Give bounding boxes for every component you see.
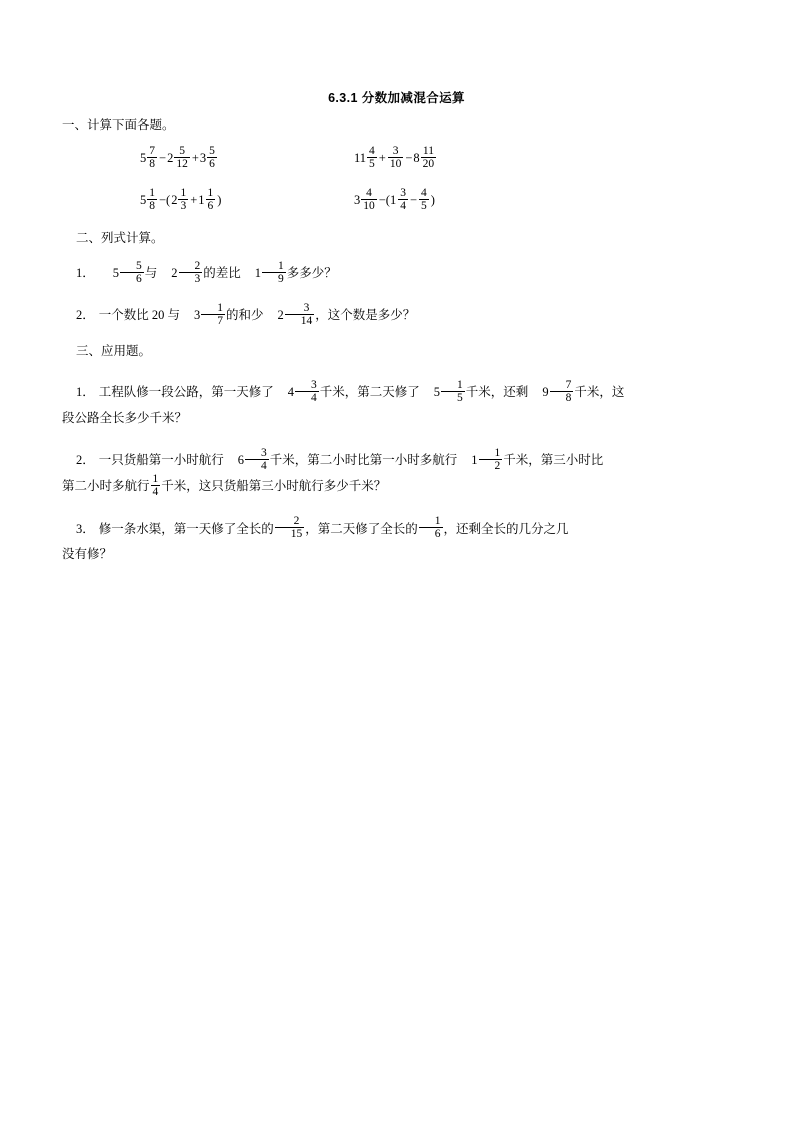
fraction-numerator: 5: [120, 260, 144, 273]
fraction: [206, 187, 216, 212]
fraction-numerator: 1: [479, 447, 503, 460]
fraction-denominator: 4: [261, 459, 267, 472]
section-3-item-3-continuation: 没有修？: [62, 546, 113, 561]
fraction-denominator: 4: [400, 199, 406, 212]
fraction-denominator: 3: [180, 199, 187, 212]
fraction: [398, 187, 408, 212]
expression-2: [354, 145, 437, 170]
fraction-numerator: 1: [441, 379, 465, 392]
mixed-number-whole: 5: [433, 385, 441, 400]
mixed-number: [413, 145, 437, 170]
fraction: [361, 187, 377, 212]
operator: −(1: [378, 192, 397, 207]
fraction-denominator: 5: [457, 392, 463, 405]
operator: −: [409, 192, 418, 207]
section-2-heading: 二、列式计算。: [76, 230, 164, 245]
operator: +: [378, 150, 386, 165]
fraction-numerator: 4: [369, 144, 375, 157]
text-run: 多多少？: [286, 265, 337, 280]
fraction-denominator: 2: [494, 459, 501, 472]
fraction-denominator: 6: [207, 199, 214, 212]
mixed-number-whole: 2: [171, 265, 178, 280]
mixed-number: [157, 260, 203, 286]
text-run: ，这个数是多少？: [315, 308, 416, 323]
mixed-number: [264, 302, 316, 328]
section-3-item-2: [62, 447, 731, 473]
fraction: [151, 473, 161, 498]
page-title: 6.3.1 分数加减混合运算: [328, 91, 465, 105]
fraction-numerator: 1: [180, 186, 187, 199]
mixed-number-whole: 9: [542, 385, 549, 400]
fraction-denominator: 10: [389, 157, 402, 170]
mixed-number: [274, 379, 320, 405]
mixed-number: [167, 145, 191, 170]
fraction-denominator: 7: [217, 315, 224, 328]
mixed-number: [457, 447, 503, 473]
operator: +: [191, 150, 199, 165]
fraction-numerator: 2: [179, 260, 203, 273]
fraction: [388, 145, 404, 170]
text-run: 的差比: [203, 265, 241, 280]
fraction-denominator: 6: [136, 272, 142, 285]
operator: −: [159, 150, 167, 165]
section-2-item-1: [62, 260, 731, 286]
text-run: 一个数比 20 与: [98, 308, 181, 323]
fraction: [207, 145, 217, 170]
text-run: 第二小时多航行: [62, 479, 150, 494]
fraction-denominator: 5: [421, 199, 427, 212]
fraction-numerator: 1: [201, 302, 225, 315]
mixed-number: [198, 187, 216, 212]
fraction-denominator: 9: [278, 272, 284, 285]
operator: ): [430, 192, 435, 207]
fraction: [441, 379, 465, 404]
mixed-number: [200, 145, 218, 170]
section-2-item-2: [62, 302, 731, 328]
fraction-denominator: 4: [311, 392, 317, 405]
expression-row-1: [62, 141, 731, 183]
mixed-number: [171, 187, 189, 212]
item-body: [99, 259, 337, 285]
fraction-denominator: 14: [300, 315, 313, 328]
fraction: [285, 302, 315, 327]
mixed-number-whole: 11: [354, 150, 367, 165]
fraction-numerator: 11: [421, 145, 437, 158]
mixed-number: [140, 145, 158, 170]
fraction-numerator: 7: [550, 379, 574, 392]
fraction: [174, 145, 190, 170]
fraction-numerator: 3: [400, 186, 406, 199]
mixed-number-whole: 3: [354, 192, 361, 207]
section-1-heading: 一、计算下面各题。: [62, 118, 175, 132]
fraction-numerator: 5: [174, 145, 190, 158]
text-run: 千米，第二小时比第一小时多航行: [269, 452, 458, 467]
text-run: 修一条水渠，第一天修了全长的: [98, 521, 274, 536]
fraction: [421, 145, 437, 170]
fraction-denominator: 15: [290, 528, 303, 541]
mixed-number-whole: 8: [413, 150, 420, 165]
mixed-number: [224, 447, 270, 473]
mixed-number-whole: 1: [198, 192, 205, 207]
operator: ): [217, 192, 222, 207]
fraction: [550, 379, 574, 404]
item-number: 3．: [76, 521, 95, 536]
fraction-numerator: 1: [149, 186, 155, 199]
mixed-number-whole: 2: [167, 150, 174, 165]
fraction: [245, 447, 269, 472]
item-body: [98, 301, 416, 328]
fraction: [419, 187, 429, 212]
fraction: [179, 260, 203, 285]
mixed-number-whole: 5: [112, 265, 120, 280]
fraction-denominator: 10: [363, 199, 375, 212]
mixed-number-whole: 2: [277, 308, 284, 323]
mixed-number: [354, 145, 378, 170]
fraction: [275, 515, 305, 540]
fraction-numerator: 3: [295, 379, 319, 392]
mixed-number-whole: 5: [140, 150, 147, 165]
fraction: [295, 379, 319, 404]
operator: −(: [159, 192, 171, 207]
text-run: 千米，第二天修了: [319, 385, 420, 400]
item-number: 2．: [76, 308, 95, 323]
fraction-denominator: 5: [369, 157, 375, 170]
fraction-numerator: 5: [209, 144, 215, 157]
fraction-numerator: 1: [419, 515, 443, 528]
text-run: 千米，这: [574, 385, 625, 400]
fraction-denominator: 12: [176, 157, 188, 170]
mixed-number: [354, 187, 378, 212]
fraction-numerator: 2: [275, 515, 305, 528]
text-run: ，第二天修了全长的: [305, 521, 418, 536]
fraction-denominator: 8: [149, 157, 155, 170]
fraction-numerator: 3: [285, 302, 315, 315]
text-run: 千米，第三小时比: [503, 452, 604, 467]
fraction: [479, 447, 503, 472]
text-run: 千米，还剩: [465, 385, 529, 400]
mixed-number-whole: 4: [287, 385, 295, 400]
expression-4: [354, 187, 436, 212]
fraction-denominator: 3: [194, 272, 201, 285]
fraction-numerator: 4: [361, 187, 377, 200]
item-body: [98, 446, 604, 472]
mixed-number: [420, 379, 466, 405]
fraction-numerator: 1: [262, 260, 286, 273]
mixed-number-whole: 6: [237, 452, 245, 467]
fraction-denominator: 8: [149, 199, 155, 212]
item-body: [98, 379, 625, 405]
item-number: 2．: [76, 452, 95, 467]
section-3-heading: 三、应用题。: [76, 344, 152, 359]
mixed-number-whole: 3: [199, 150, 207, 165]
fraction-denominator: 6: [434, 528, 441, 541]
section-3-item-2-continuation: [62, 473, 731, 499]
fraction-denominator: 6: [209, 157, 215, 170]
fraction-denominator: 4: [152, 486, 159, 499]
expression-row-2: [62, 183, 731, 225]
fraction-numerator: 1: [207, 186, 214, 199]
mixed-number-whole: 2: [171, 192, 178, 207]
fraction-numerator: 7: [149, 144, 155, 157]
operator: −: [405, 150, 413, 165]
fraction-numerator: 4: [421, 186, 427, 199]
fraction: [201, 302, 225, 327]
mixed-number: [528, 379, 574, 405]
mixed-number: [140, 187, 158, 212]
section-3-item-3: [62, 515, 731, 541]
section-3-item-1-continuation: 段公路全长多少千米？: [62, 410, 188, 425]
text-run: 千米，这只货船第三小时航行多少千米？: [161, 479, 387, 494]
item-number: 1．: [76, 265, 95, 280]
fraction: [367, 145, 377, 170]
fraction: [147, 187, 157, 212]
item-body: [98, 515, 569, 541]
text-run: 工程队修一段公路，第一天修了: [98, 385, 274, 400]
fraction: [120, 260, 144, 285]
fraction-denominator: 8: [565, 392, 572, 405]
section-1-expressions: [62, 141, 731, 225]
fraction: [178, 187, 188, 212]
mixed-number-whole: 3: [194, 308, 201, 323]
fraction: [147, 145, 157, 170]
expression-1: [140, 145, 218, 170]
operator: +: [190, 192, 198, 207]
mixed-number: [99, 260, 145, 286]
fraction: [419, 515, 443, 540]
item-number: 1．: [76, 385, 95, 400]
fraction-numerator: 3: [245, 447, 269, 460]
expression-3: [140, 187, 222, 212]
text-run: 的和少: [226, 308, 264, 323]
mixed-number-whole: 1: [471, 452, 478, 467]
fraction-numerator: 3: [388, 145, 404, 158]
fraction-numerator: 1: [152, 473, 159, 486]
mixed-number-whole: 5: [140, 192, 147, 207]
text-run: 与: [144, 265, 158, 280]
text-run: ，还剩全长的几分之几: [443, 521, 569, 536]
mixed-number: [180, 302, 226, 328]
fraction-denominator: 20: [422, 157, 435, 170]
section-3-item-1: [62, 379, 731, 405]
mixed-number: [241, 260, 287, 286]
mixed-number-whole: 1: [254, 265, 262, 280]
text-run: 一只货船第一小时航行: [98, 452, 224, 467]
fraction: [262, 260, 286, 285]
